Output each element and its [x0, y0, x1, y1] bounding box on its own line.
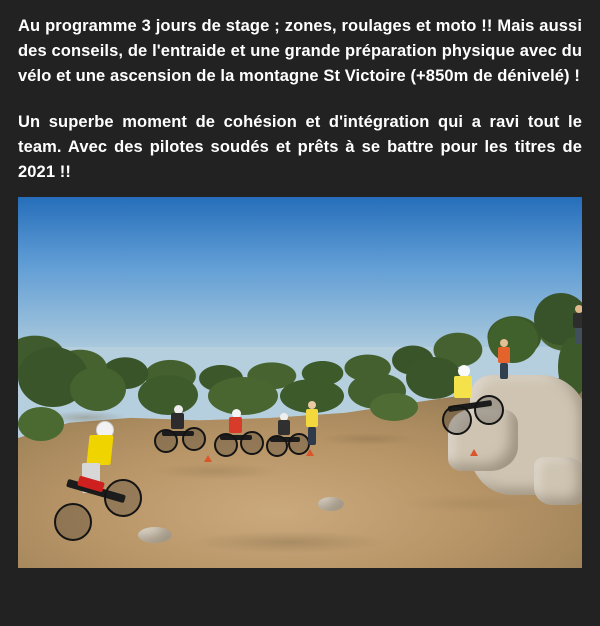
course-marker-cone — [204, 455, 212, 462]
rider-torso — [171, 413, 184, 429]
person-legs — [500, 363, 508, 379]
head — [575, 305, 582, 313]
person-torso — [573, 313, 582, 328]
paragraph-1: Au programme 3 jours de stage ; zones, roulages et moto !! Mais aussi des conseils, de l'entraide et une grande préparation physique avec du vélo et une ascension de la montagne St Victoire (+850m de dénivelé) ! — [18, 17, 582, 86]
wheel-rear — [154, 429, 178, 453]
photo-canvas — [18, 197, 582, 568]
rider-torso — [278, 420, 290, 435]
course-marker-cone — [470, 449, 478, 456]
person-legs — [575, 328, 582, 344]
rider-midground-2 — [214, 409, 262, 467]
standing-person-top-right — [496, 339, 512, 381]
wheel-rear — [442, 405, 472, 435]
trial-training-group-photo — [18, 197, 582, 568]
course-marker-cone — [306, 449, 314, 456]
rock-small — [534, 457, 582, 505]
rider-midground-1 — [154, 405, 204, 465]
wheel-rear — [214, 433, 238, 457]
person-torso — [498, 347, 510, 363]
wheel-front — [182, 427, 206, 451]
wheel-front — [474, 395, 504, 425]
rider-torso — [86, 435, 113, 465]
rider-foreground — [52, 421, 148, 551]
head — [500, 339, 508, 347]
standing-person-far-right — [572, 305, 582, 345]
wheel-rear — [54, 503, 92, 541]
wheel-front — [240, 431, 264, 455]
paragraph-2: Un superbe moment de cohésion et d'intégration qui a ravi tout le team. Avec des pilotes soudés et prêts à se battre pour les titres de 2021 !! — [18, 113, 582, 182]
wheel-rear — [266, 435, 288, 457]
rider-torso — [229, 417, 242, 433]
rider-on-rock — [442, 365, 502, 435]
article-text-block — [0, 0, 600, 185]
rider-torso — [454, 376, 472, 398]
wheel-front — [104, 479, 142, 517]
standing-person-yellow — [304, 401, 320, 447]
person-legs — [308, 427, 316, 445]
person-torso — [306, 409, 318, 427]
head — [308, 401, 316, 409]
